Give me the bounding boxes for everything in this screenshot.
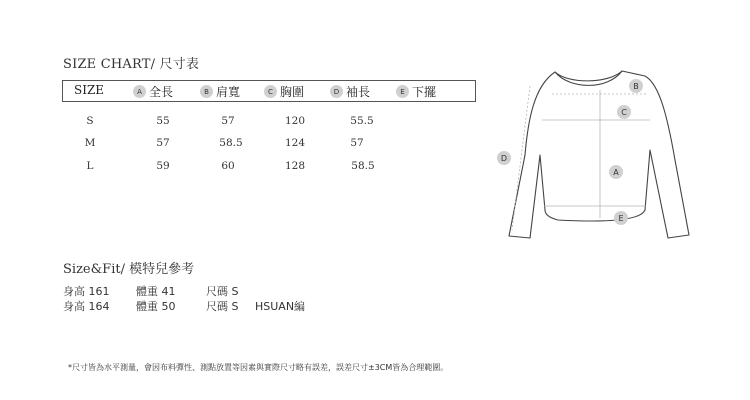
value-cell: 59: [156, 160, 170, 172]
garment-diagram: [490, 60, 710, 250]
column-header-chest: [264, 83, 304, 100]
value-cell: 60: [221, 160, 235, 172]
size-chart-title: SIZE CHART/ 尺寸表: [63, 57, 200, 72]
value-cell: 124: [284, 137, 306, 149]
column-header-length: [133, 83, 173, 100]
sweater-outline-icon: [509, 71, 689, 238]
value-cell: 57: [350, 137, 364, 149]
column-label: 肩寬: [216, 85, 241, 99]
column-label: 袖長: [346, 85, 371, 99]
badge-e-icon: E: [396, 85, 409, 98]
model-weight: 體重 50: [136, 300, 176, 313]
model-height: 身高 164: [63, 300, 110, 313]
column-header-hem: [396, 83, 436, 100]
table-row: [0, 115, 480, 131]
column-header-shoulder: [200, 83, 240, 100]
badge-c-icon: C: [264, 85, 277, 98]
value-cell: 57: [221, 115, 235, 127]
size-fit-title: Size&Fit/ 模特兒參考: [63, 262, 195, 277]
value-cell: 57: [156, 137, 170, 149]
column-label: 胸圍: [280, 85, 305, 99]
badge-d-icon: D: [330, 85, 343, 98]
badge-a-label: A: [613, 168, 619, 177]
diagram-badges: [497, 79, 643, 225]
model-note: HSUAN編: [255, 300, 306, 313]
model-size: 尺碼 S: [206, 285, 239, 298]
column-header-sleeve: [330, 83, 370, 100]
model-height: 身高 161: [63, 285, 110, 298]
measurement-footnote: *尺寸皆為水平測量，會因布料彈性、測點放置等因素與實際尺寸略有誤差，誤差尺寸±3CM皆為合理範圍。: [68, 363, 449, 372]
badge-e-label: E: [618, 214, 624, 223]
badge-a-icon: A: [133, 85, 146, 98]
value-cell: 120: [284, 115, 306, 127]
size-column-header: SIZE: [74, 83, 105, 97]
model-weight: 體重 41: [136, 285, 176, 298]
value-cell: 58.5: [219, 137, 243, 149]
column-label: 下擺: [412, 85, 437, 99]
size-cell: M: [84, 137, 96, 149]
value-cell: 58.5: [351, 160, 375, 172]
value-cell: 55: [156, 115, 170, 127]
badge-b-label: B: [633, 82, 639, 91]
badge-c-label: C: [621, 108, 627, 117]
value-cell: 128: [284, 160, 306, 172]
table-row: [0, 160, 480, 176]
value-cell: 55.5: [350, 115, 374, 127]
badge-b-icon: B: [200, 85, 213, 98]
model-row: [63, 283, 363, 297]
model-row: [63, 298, 363, 312]
column-label: 全長: [149, 85, 174, 99]
size-cell: S: [86, 115, 94, 127]
table-row: [0, 137, 480, 153]
badge-d-label: D: [500, 154, 508, 163]
size-cell: L: [86, 160, 94, 172]
size-table-header: [62, 80, 476, 102]
model-size: 尺碼 S: [206, 300, 239, 313]
